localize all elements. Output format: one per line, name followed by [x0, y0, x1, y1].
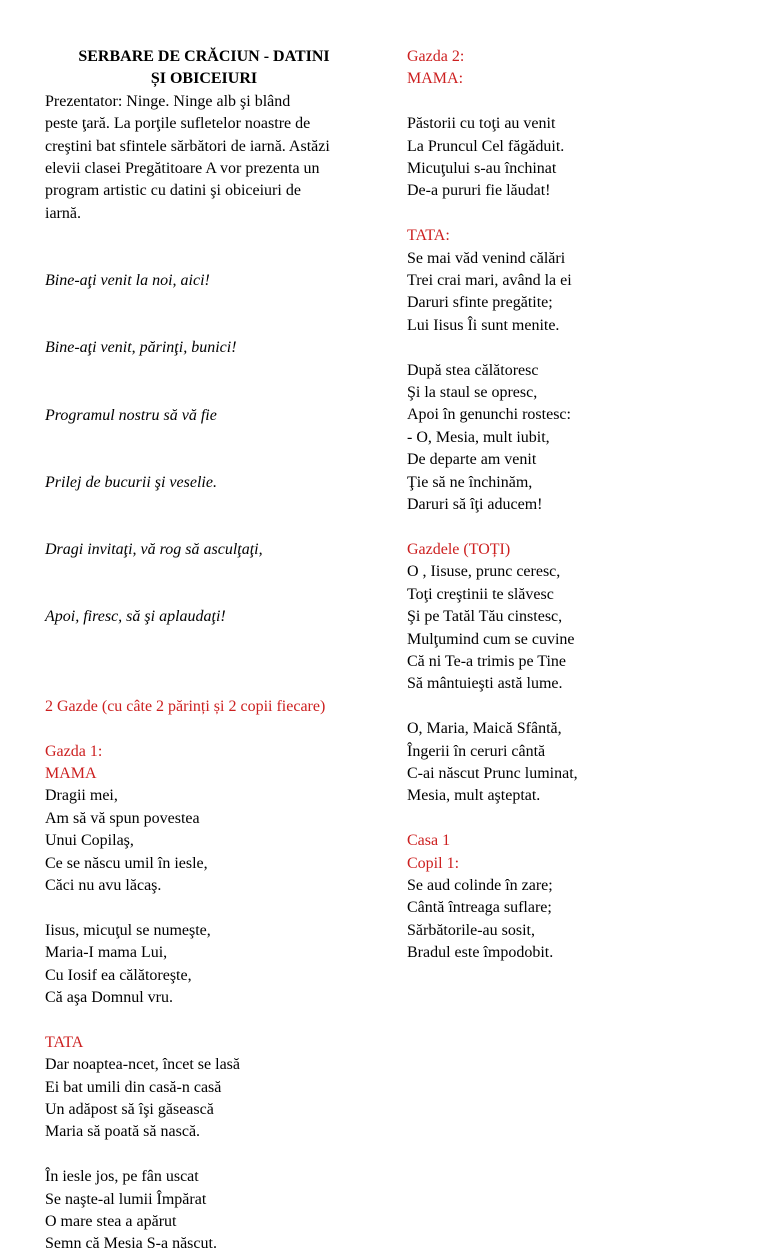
tata-stanza-2	[407, 360, 727, 517]
verse-line: Căci nu avu lăcaş.	[45, 877, 162, 894]
verse-line: Apoi, firesc, să şi aplaudaţi!	[45, 608, 226, 626]
role-label-mama: MAMA	[45, 764, 97, 782]
verse-line: O , Iisuse, prunc ceresc,	[407, 563, 561, 581]
role-label-tata: TATA	[45, 1033, 84, 1051]
mama-stanza-2	[45, 920, 363, 1010]
verse-line: Bine-aţi venit la noi, aici!	[45, 272, 210, 290]
verse-line: Şi la staul se opresc,	[407, 384, 538, 402]
title-line-2: ȘI OBICEIURI	[150, 70, 258, 88]
right-column	[407, 46, 727, 965]
verse-line: Bine-aţi venit, părinţi, bunici!	[45, 339, 237, 357]
verse-line: Programul nostru să vă fie	[45, 406, 217, 424]
verse-line: Se naşte-al lumii Împărat	[45, 1190, 207, 1208]
verse-line: De departe am venit	[407, 451, 537, 469]
verse-line: Semn că Mesia S-a născut.	[45, 1235, 217, 1253]
role-label-casa-1: Casa 1	[407, 832, 451, 850]
verse-line: Bradul este împodobit.	[407, 944, 554, 962]
verse-line: Daruri sfinte pregătite;	[407, 294, 553, 312]
verse-line: Daruri să îţi aducem!	[407, 496, 543, 514]
verse-line: - O, Mesia, mult iubit,	[407, 428, 550, 446]
verse-line: Maria-I mama Lui,	[45, 944, 168, 962]
mama-stanza-1	[45, 785, 363, 897]
intro-line: creştini bat sfintele sărbători de iarnă. Astăzi	[45, 137, 330, 155]
intro-paragraph	[45, 91, 363, 225]
verse-line: Ţie să ne închinăm,	[407, 473, 533, 491]
verse-line: Iisus, micuţul se numeşte,	[45, 921, 211, 939]
verse-line: Prilej de bucurii şi veselie.	[45, 473, 217, 491]
verse-line: Se aud colinde în zare;	[407, 876, 553, 894]
verse-line: Dragii mei,	[45, 787, 118, 805]
role-label-copil-1: Copil 1:	[407, 854, 460, 872]
verse-line: La Pruncul Cel făgăduit.	[407, 137, 565, 155]
intro-line: peste ţară. La porţile sufletelor noastre de	[45, 115, 311, 133]
verse-line: După stea călătoresc	[407, 361, 539, 379]
gazdele-stanza-1	[407, 561, 727, 695]
role-label-gazda-2: Gazda 2:	[407, 48, 465, 65]
verse-line: Unui Copilaş,	[45, 832, 134, 850]
verse-line: O mare stea a apărut	[45, 1213, 177, 1231]
verse-line: Micuţului s-au închinat	[407, 160, 557, 178]
verse-line: Apoi în genunchi rostesc:	[407, 406, 571, 424]
title-line-1: SERBARE DE CRĂCIUN - DATINI	[78, 48, 330, 65]
verse-line: De-a pururi fie lăudat!	[407, 182, 551, 200]
gazde-note: 2 Gazde (cu câte 2 părinți și 2 copii fiecare)	[45, 697, 326, 715]
verse-line: Trei crai mari, având la ei	[407, 272, 572, 290]
copil1-stanza	[407, 875, 727, 965]
intro-line: program artistic cu datini şi obiceiuri de	[45, 182, 301, 200]
intro-line: Prezentator: Ninge. Ninge alb şi blând	[45, 92, 291, 110]
verse-line: C-ai născut Prunc luminat,	[407, 764, 578, 782]
role-label-tata: TATA:	[407, 227, 450, 245]
verse-line: Am să vă spun povestea	[45, 809, 200, 827]
verse-line: Lui Iisus Îi sunt menite.	[407, 316, 560, 334]
role-label-mama: MAMA:	[407, 70, 464, 88]
verse-line: Mulţumind cum se cuvine	[407, 630, 575, 648]
verse-line: Păstorii cu toţi au venit	[407, 115, 556, 133]
tata-stanza-2	[45, 1166, 363, 1256]
verse-line: Se mai văd venind călări	[407, 249, 566, 267]
verse-line: Că ni Te-a trimis pe Tine	[407, 652, 567, 670]
tata-stanza-1	[407, 248, 727, 338]
role-label-gazda-1: Gazda 1:	[45, 742, 103, 760]
document-title	[45, 46, 363, 91]
verse-line: Un adăpost să îşi găsească	[45, 1101, 214, 1119]
verse-line: Dar noaptea-ncet, încet se lasă	[45, 1056, 241, 1074]
intro-line: iarnă.	[45, 204, 81, 222]
gazdele-stanza-2	[407, 718, 727, 808]
verse-line: Ei bat umili din casă-n casă	[45, 1078, 222, 1096]
verse-line: Îngerii în ceruri cântă	[407, 742, 546, 760]
welcome-verse	[45, 225, 363, 673]
tata-stanza-1	[45, 1054, 363, 1144]
verse-line: Sărbătorile-au sosit,	[407, 921, 535, 939]
verse-line: Că aşa Domnul vru.	[45, 989, 173, 1007]
role-label-gazdele: Gazdele (TOȚI)	[407, 540, 511, 558]
verse-line: O, Maria, Maică Sfântă,	[407, 720, 562, 738]
verse-line: Toţi creştinii te slăvesc	[407, 585, 554, 603]
verse-line: Cântă întreaga suflare;	[407, 899, 552, 917]
verse-line: Şi pe Tatăl Tău cinstesc,	[407, 608, 563, 626]
verse-line: Cu Iosif ea călătoreşte,	[45, 966, 192, 984]
mama-stanza	[407, 113, 727, 203]
verse-line: În iesle jos, pe fân uscat	[45, 1168, 199, 1186]
verse-line: Dragi invitaţi, vă rog să asculţaţi,	[45, 540, 263, 558]
intro-line: elevii clasei Pregătitoare A vor prezenta un	[45, 160, 320, 178]
left-column	[45, 46, 363, 1256]
verse-line: Mesia, mult aşteptat.	[407, 787, 541, 805]
verse-line: Ce se născu umil în iesle,	[45, 854, 208, 872]
verse-line: Maria să poată să nască.	[45, 1123, 201, 1141]
verse-line: Să mântuieşti astă lume.	[407, 675, 563, 693]
